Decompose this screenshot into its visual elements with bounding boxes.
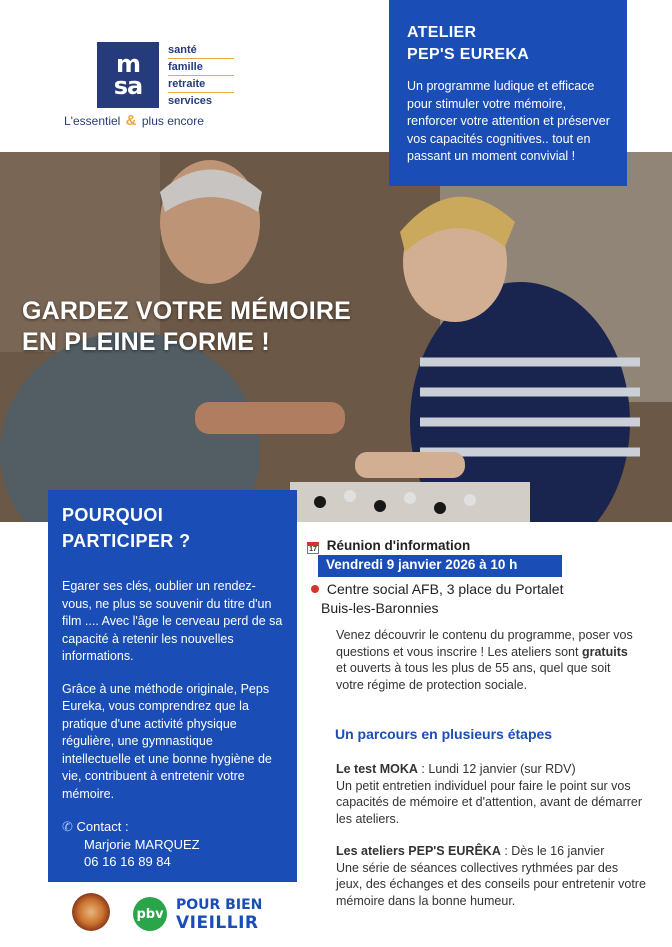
address-line2: Buis-les-Baronnies	[321, 600, 439, 616]
step1-date: : Lundi 12 janvier (sur RDV)	[417, 762, 576, 776]
reunion-label-text: Réunion d'information	[326, 538, 471, 553]
logo-word: santé	[168, 44, 197, 56]
logo-tagline	[64, 112, 204, 129]
intro-bold: gratuits	[581, 644, 628, 659]
headline-line1: GARDEZ VOTRE MÉMOIRE	[22, 297, 352, 325]
logo-mark-bottom: sa	[113, 72, 143, 100]
step-moka	[336, 761, 646, 827]
logo-mark-top: m	[115, 50, 140, 78]
contact-phone[interactable]: 06 16 16 89 84	[84, 854, 171, 869]
pourquoi-title	[62, 502, 285, 554]
partner-seal-logo	[72, 893, 110, 931]
intro-part2: et ouverts à tous les plus de 55 ans, quel que soit votre régime de protection sociale.	[336, 661, 611, 692]
contact-block	[62, 818, 200, 871]
pbv-logo-text	[176, 896, 262, 932]
tagline-end: plus encore	[141, 114, 204, 128]
address-line1: Centre social AFB, 3 place du Portalet	[326, 581, 564, 597]
step-ateliers	[336, 843, 646, 909]
tagline-ampersand: &	[125, 112, 137, 129]
pourquoi-title-line2: PARTICIPER ?	[62, 531, 191, 551]
logo-word: retraite	[168, 75, 234, 92]
parcours-title: Un parcours en plusieurs étapes	[335, 726, 553, 742]
reunion-date: Vendredi 9 janvier 2026 à 10 h	[318, 555, 562, 577]
headline	[22, 296, 422, 358]
reunion-address	[311, 580, 563, 618]
atelier-description: Un programme ludique et efficace pour stimuler votre mémoire, renforcer votre attention et préserver vos capacités cognitives.. tout en passant un moment convivial !	[407, 79, 610, 163]
pbv-logo-mark: pbv	[133, 897, 167, 931]
location-pin-icon	[311, 585, 319, 593]
pbv-line2: VIEILLIR	[176, 913, 259, 933]
msa-logo-mark	[97, 42, 159, 108]
intro-part1: Venez découvrir le contenu du programme, poser vos questions et vous inscrire ! Les ateliers sont	[336, 628, 633, 659]
pbv-line1: POUR BIEN	[176, 897, 263, 913]
pourquoi-paragraph-2: Grâce à une méthode originale, Peps Eureka, vous comprendrez que la pratique d'une activité physique régulière, une gymnastique intellectuelle et une bonne hygiène de vie, contribuent à entretenir votre mémoire.	[62, 681, 272, 801]
contact-label-row	[62, 818, 200, 836]
atelier-box	[389, 0, 627, 186]
step2-text: Une série de séances collectives rythmées par des jeux, des échanges et des conseils pour entretenir votre mémoire dans la bonne humeur.	[336, 860, 646, 908]
headline-line2: EN PLEINE FORME !	[22, 328, 270, 356]
logo-words	[168, 42, 234, 109]
step2-title: Les ateliers PEP'S EURÊKA	[336, 844, 501, 858]
reunion-intro	[336, 627, 636, 693]
contact-label: Contact :	[76, 819, 129, 834]
step1-title: Le test MOKA	[336, 762, 418, 776]
pourquoi-paragraph-1: Egarer ses clés, oublier un rendez-vous, ne plus se souvenir du titre d'un film .... Avec l'âge le cerveau perd de sa capacité à retenir les nouvelles informations.	[62, 579, 283, 663]
logo-word: services	[168, 92, 234, 109]
step1-text: Un petit entretien individuel pour faire le point sur vos capacités de mémoire et d'attention, avant de démarrer les ateliers.	[336, 778, 643, 826]
reunion-label	[307, 538, 470, 554]
tagline-start: L'essentiel	[64, 114, 121, 128]
pourquoi-title-line1: POURQUOI	[62, 505, 164, 525]
step2-date: : Dès le 16 janvier	[500, 844, 605, 858]
phone-icon: ✆	[62, 819, 73, 834]
contact-name: Marjorie MARQUEZ	[84, 836, 200, 852]
calendar-icon: 17	[307, 542, 319, 554]
atelier-title-line2: PEP'S EUREKA	[407, 46, 530, 63]
logo-word: famille	[168, 58, 234, 75]
pourquoi-box	[48, 490, 297, 882]
atelier-title-line1: ATELIER	[407, 24, 477, 41]
msa-logo	[32, 28, 247, 128]
atelier-title	[407, 22, 619, 66]
